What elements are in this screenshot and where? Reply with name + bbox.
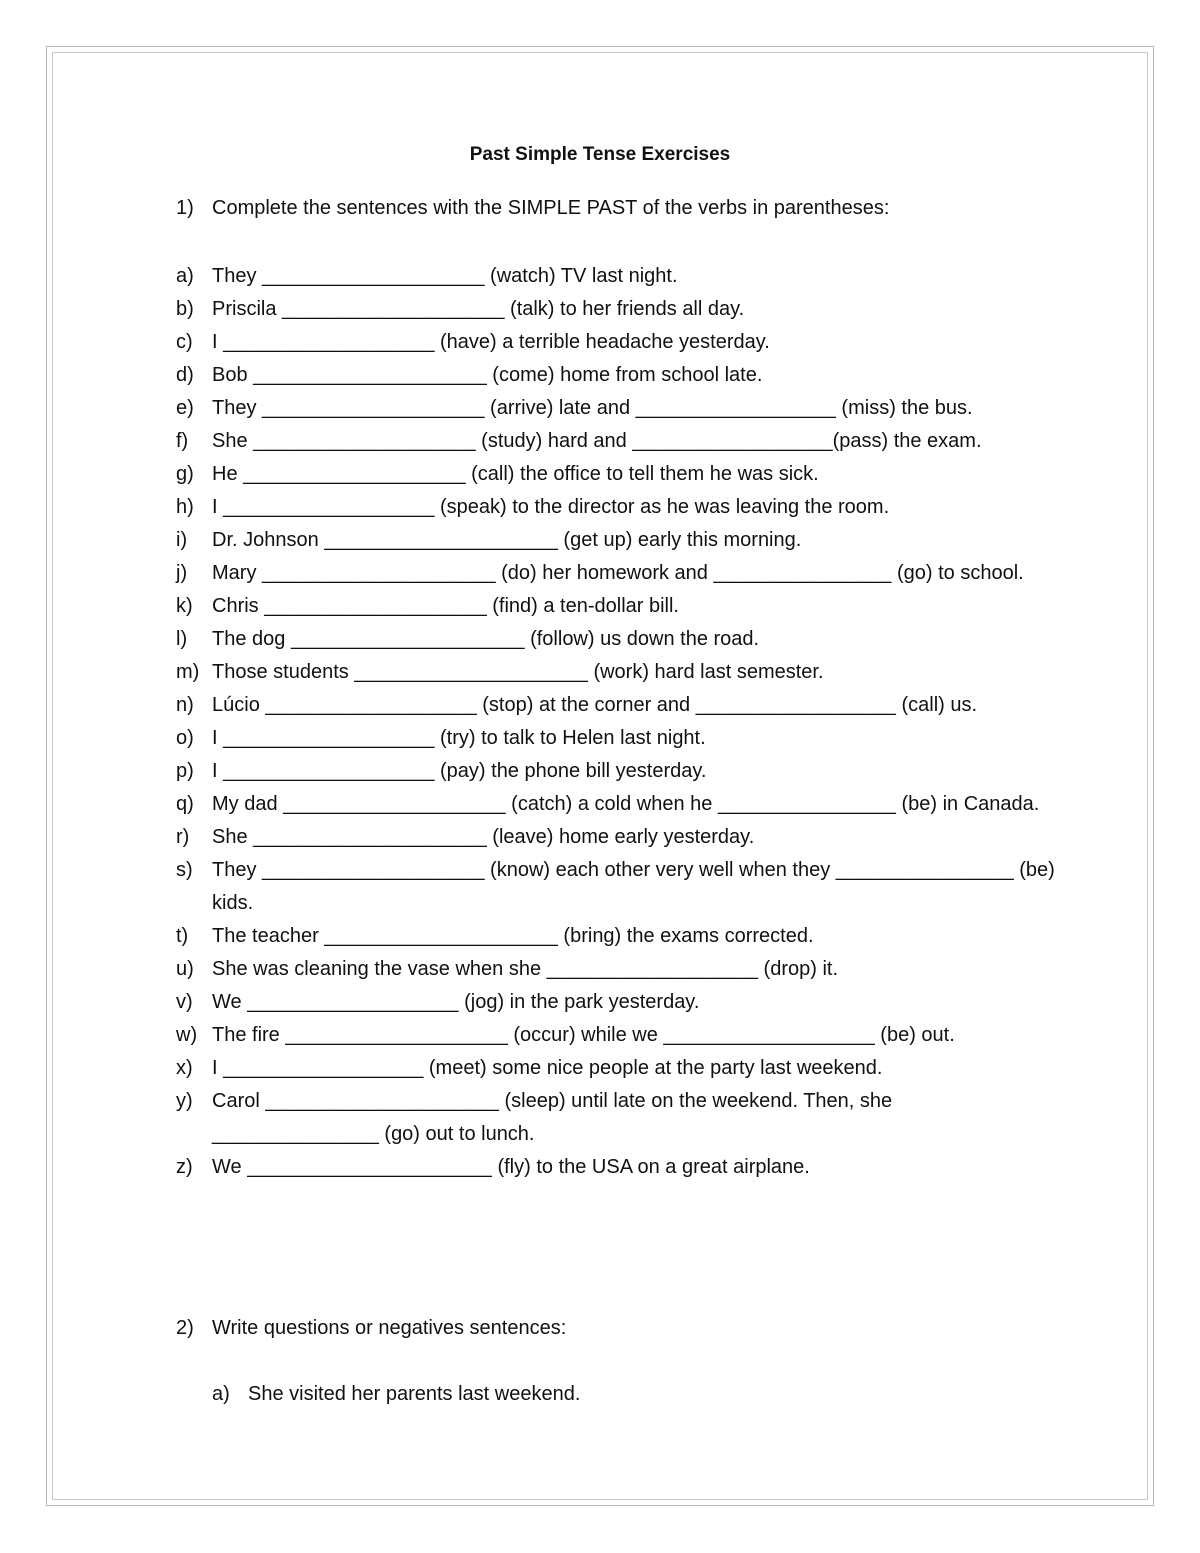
exercise-letter: v) bbox=[176, 991, 193, 1013]
exercise-list bbox=[176, 260, 1061, 1184]
section-2-heading bbox=[176, 1317, 566, 1340]
exercise-letter: c) bbox=[176, 331, 193, 353]
exercise-letter: g) bbox=[176, 463, 194, 485]
exercise-item bbox=[176, 392, 1056, 425]
exercise-text: Chris ____________________ (find) a ten-dollar bill. bbox=[212, 595, 679, 617]
exercise-item bbox=[176, 986, 1056, 1019]
exercise-text: Priscila ____________________ (talk) to her friends all day. bbox=[212, 298, 745, 320]
exercise-text: Dr. Johnson _____________________ (get up) early this morning. bbox=[212, 529, 802, 551]
exercise-text: I ___________________ (have) a terrible headache yesterday. bbox=[212, 331, 770, 353]
exercise-text: My dad ____________________ (catch) a cold when he ________________ (be) in Canada. bbox=[212, 793, 1040, 815]
exercise-letter: b) bbox=[176, 298, 194, 320]
section-1-heading bbox=[176, 197, 889, 220]
exercise-letter: f) bbox=[176, 430, 189, 452]
exercise-letter: l) bbox=[176, 628, 188, 650]
exercise-letter: h) bbox=[176, 496, 194, 518]
exercise-letter: z) bbox=[176, 1156, 193, 1178]
exercise-letter: x) bbox=[176, 1057, 193, 1079]
exercise-text: The teacher _____________________ (bring) the exams corrected. bbox=[212, 925, 814, 947]
exercise-item bbox=[176, 854, 1061, 920]
exercise-item bbox=[176, 623, 1056, 656]
exercise-letter: m) bbox=[176, 661, 200, 683]
exercise-letter: y) bbox=[176, 1090, 193, 1112]
exercise-item bbox=[176, 524, 1056, 557]
exercise-item bbox=[176, 359, 1056, 392]
exercise-letter: r) bbox=[176, 826, 190, 848]
exercise-item bbox=[176, 689, 1056, 722]
exercise-text: We ______________________ (fly) to the USA on a great airplane. bbox=[212, 1156, 810, 1178]
exercise-item bbox=[176, 425, 1056, 458]
exercise-item bbox=[176, 1085, 1056, 1151]
exercise-item bbox=[176, 458, 1056, 491]
exercise-item bbox=[176, 326, 1056, 359]
exercise-text: We ___________________ (jog) in the park yesterday. bbox=[212, 991, 700, 1013]
exercise-letter: u) bbox=[176, 958, 194, 980]
exercise-letter: j) bbox=[176, 562, 188, 584]
exercise-text: Bob _____________________ (come) home from school late. bbox=[212, 364, 763, 386]
exercise-letter: q) bbox=[176, 793, 194, 815]
item-letter: a) bbox=[212, 1383, 230, 1405]
exercise-letter: a) bbox=[176, 265, 194, 287]
exercise-item bbox=[176, 755, 1056, 788]
exercise-letter: p) bbox=[176, 760, 194, 782]
exercise-text: Mary _____________________ (do) her homework and ________________ (go) to school. bbox=[212, 562, 1024, 584]
exercise-item bbox=[176, 920, 1056, 953]
exercise-item bbox=[176, 557, 1056, 590]
exercise-text: She ____________________ (study) hard and __________________(pass) the exam. bbox=[212, 430, 982, 452]
exercise-text: They ____________________ (know) each other very well when they ________________ (be) kids. bbox=[212, 859, 1061, 914]
exercise-text: The dog _____________________ (follow) us down the road. bbox=[212, 628, 760, 650]
exercise-letter: i) bbox=[176, 529, 188, 551]
exercise-item bbox=[176, 788, 1056, 821]
exercise-text: Lúcio ___________________ (stop) at the corner and __________________ (call) us. bbox=[212, 694, 978, 716]
exercise-text: The fire ____________________ (occur) while we ___________________ (be) out. bbox=[212, 1024, 955, 1046]
exercise-letter: s) bbox=[176, 859, 193, 881]
exercise-item bbox=[176, 293, 1056, 326]
exercise-text: They ____________________ (arrive) late and __________________ (miss) the bus. bbox=[212, 397, 973, 419]
exercise-letter: t) bbox=[176, 925, 189, 947]
exercise-item bbox=[176, 953, 1056, 986]
exercise-letter: e) bbox=[176, 397, 194, 419]
exercise-item bbox=[176, 260, 1056, 293]
exercise-text: She was cleaning the vase when she ___________________ (drop) it. bbox=[212, 958, 839, 980]
section-instruction: Write questions or negatives sentences: bbox=[212, 1317, 567, 1339]
exercise-item bbox=[176, 491, 1056, 524]
exercise-item bbox=[176, 1019, 1056, 1052]
exercise-text: Those students _____________________ (work) hard last semester. bbox=[212, 661, 824, 683]
exercise-item bbox=[176, 1052, 1056, 1085]
exercise-item bbox=[176, 656, 1056, 689]
page-title: Past Simple Tense Exercises bbox=[469, 144, 731, 165]
exercise-item bbox=[176, 821, 1056, 854]
exercise-text: They ____________________ (watch) TV last night. bbox=[212, 265, 678, 287]
exercise-text: He ____________________ (call) the office to tell them he was sick. bbox=[212, 463, 819, 485]
exercise-letter: k) bbox=[176, 595, 193, 617]
exercise-letter: w) bbox=[176, 1024, 198, 1046]
section-number: 2) bbox=[176, 1317, 194, 1339]
exercise-item bbox=[176, 1151, 1056, 1184]
exercise-letter: o) bbox=[176, 727, 194, 749]
section-number: 1) bbox=[176, 197, 194, 219]
exercise-text: I ___________________ (speak) to the director as he was leaving the room. bbox=[212, 496, 890, 518]
exercise-text: I __________________ (meet) some nice people at the party last weekend. bbox=[212, 1057, 883, 1079]
exercise-letter: d) bbox=[176, 364, 194, 386]
section-instruction: Complete the sentences with the SIMPLE PAST of the verbs in parentheses: bbox=[212, 197, 890, 219]
exercise-item bbox=[176, 722, 1056, 755]
exercise-letter: n) bbox=[176, 694, 194, 716]
exercise-text: Carol _____________________ (sleep) until late on the weekend. Then, she _______________ (go) out to lunch. bbox=[212, 1090, 898, 1145]
exercise-item bbox=[176, 590, 1056, 623]
exercise-text: I ___________________ (try) to talk to Helen last night. bbox=[212, 727, 706, 749]
exercise-text: She _____________________ (leave) home early yesterday. bbox=[212, 826, 755, 848]
exercise-text: I ___________________ (pay) the phone bill yesterday. bbox=[212, 760, 707, 782]
item-text: She visited her parents last weekend. bbox=[248, 1383, 581, 1405]
section-2-item bbox=[212, 1383, 580, 1406]
